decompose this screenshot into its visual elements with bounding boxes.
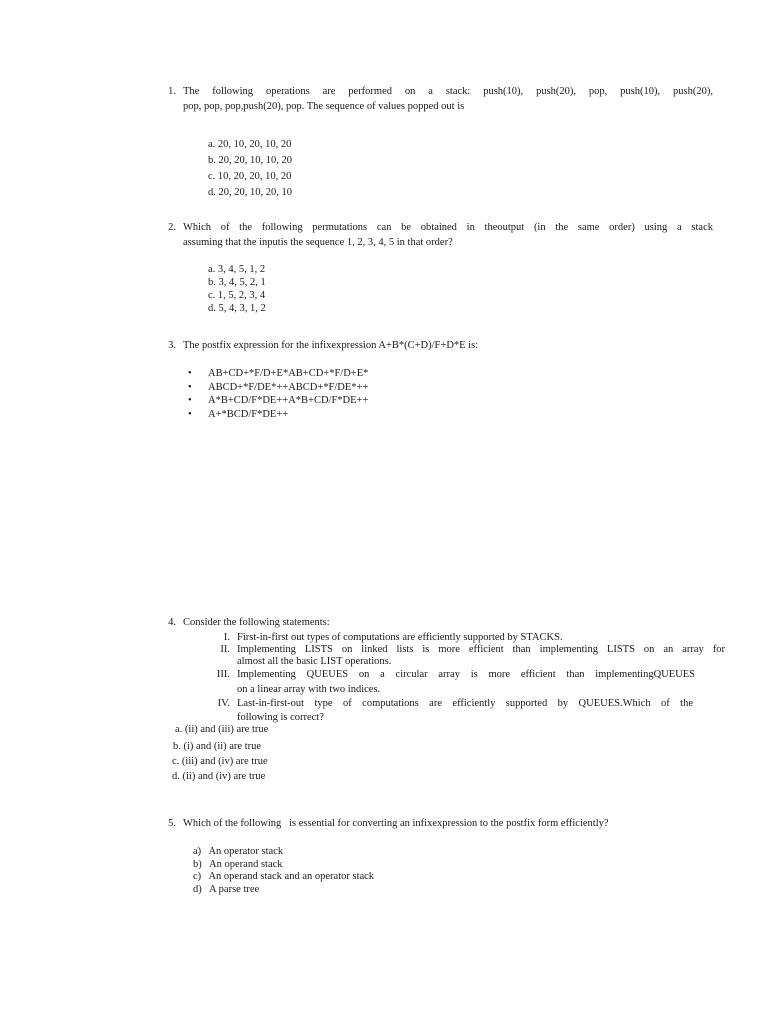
answer-option: d) A parse tree <box>193 883 260 895</box>
question-text-line: Consider the following statements: <box>183 617 330 628</box>
answer-option: a. 3, 4, 5, 1, 2 <box>208 264 266 275</box>
question-text-line: The postfix expression for the infixexpression A+B*(C+D)/F+D*E is: <box>183 340 479 351</box>
statement-text: on a linear array with two indices. <box>237 684 381 695</box>
answer-option: b. 3, 4, 5, 2, 1 <box>208 277 266 288</box>
statement-text: First-in-first out types of computations are efficiently supported by STACKS. <box>237 632 563 643</box>
answer-option: d. (ii) and (iv) are true <box>172 771 266 782</box>
answer-option: c) An operand stack and an operator stack <box>193 871 375 882</box>
question-number: 3. <box>168 340 176 351</box>
question-text-line: Which of the following is essential for converting an infixexpression to the postfix form efficiently? <box>183 818 609 829</box>
question-number: 1. <box>168 86 176 97</box>
bullet-marker: • <box>188 368 192 379</box>
answer-option: AB+CD+*F/D+E*AB+CD+*F/D+E* <box>208 368 369 379</box>
statement-text: Last-in-first-out type of computations are efficiently supported by QUEUES.Which of the <box>237 698 693 709</box>
question-text-line: The following operations are performed on a stack: push(10), push(20), pop, push(10), push(20), <box>183 86 713 97</box>
answer-option: A+*BCD/F*DE++ <box>208 408 289 420</box>
bullet-marker: • <box>188 408 192 420</box>
bullet-marker: • <box>188 395 192 406</box>
question-text-line: Which of the following permutations can be obtained in theoutput (in the same order) using a stack <box>183 222 713 233</box>
answer-option: a. (ii) and (iii) are true <box>175 724 269 735</box>
statement-numeral: I. <box>223 632 230 643</box>
answer-option: a. 20, 10, 20, 10, 20 <box>208 139 292 150</box>
statement-text: following is correct? <box>237 712 324 723</box>
answer-option: ABCD+*F/DE*++ABCD+*F/DE*++ <box>208 381 369 393</box>
answer-option: b. (i) and (ii) are true <box>173 741 262 752</box>
statement-numeral: III. <box>216 669 230 680</box>
answer-option: A*B+CD/F*DE++A*B+CD/F*DE++ <box>208 395 369 406</box>
answer-option: b. 20, 20, 10, 10, 20 <box>208 155 292 166</box>
answer-option: a) An operator stack <box>193 846 284 857</box>
answer-option: d. 5, 4, 3, 1, 2 <box>208 303 266 314</box>
answer-option: b) An operand stack <box>193 858 283 870</box>
question-number: 5. <box>168 818 176 829</box>
answer-option: c. (iii) and (iv) are true <box>172 756 268 767</box>
statement-text: almost all the basic LIST operations. <box>237 656 392 667</box>
bullet-marker: • <box>188 381 192 393</box>
statement-text: Implementing LISTS on linked lists is more efficient than implementing LISTS on an array for <box>237 644 725 655</box>
question-number: 2. <box>168 222 176 233</box>
question-text-line: pop, pop, pop,push(20), pop. The sequence of values popped out is <box>183 101 465 112</box>
statement-numeral: II. <box>220 644 230 655</box>
question-number: 4. <box>168 617 176 628</box>
statement-text: Implementing QUEUES on a circular array is more efficient than implementingQUEUES <box>237 669 695 680</box>
question-text-line: assuming that the inputis the sequence 1, 2, 3, 4, 5 in that order? <box>183 237 453 248</box>
statement-numeral: IV. <box>217 698 230 709</box>
answer-option: c. 1, 5, 2, 3, 4 <box>208 290 266 301</box>
answer-option: d. 20, 20, 10, 20, 10 <box>208 187 292 198</box>
answer-option: c. 10, 20, 20, 10, 20 <box>208 171 292 182</box>
